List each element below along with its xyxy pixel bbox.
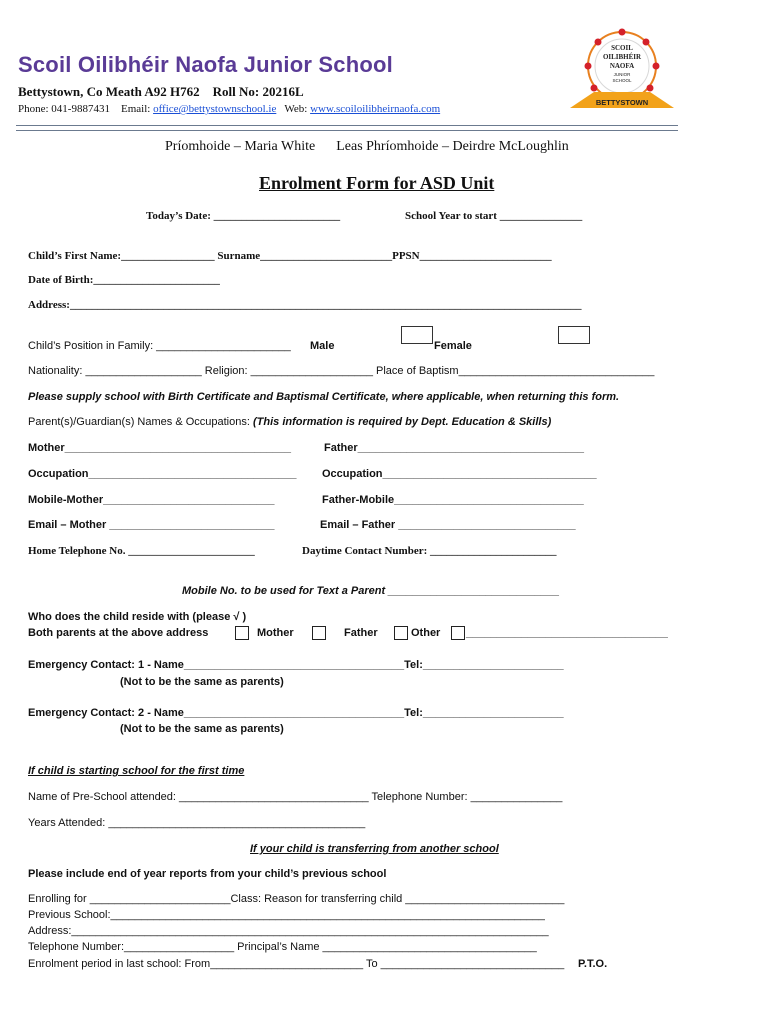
text-a-parent-field[interactable]: Mobile No. to be used for Text a Parent ____________________________ bbox=[182, 585, 560, 597]
email-link[interactable]: office@bettystownschool.ie bbox=[153, 103, 277, 115]
previous-school-field[interactable]: Previous School:_______________________________________________________________________ bbox=[28, 909, 545, 921]
mother-email-field[interactable]: Email – Mother ___________________________ bbox=[28, 519, 275, 531]
email-label: Email: bbox=[120, 103, 151, 115]
header-rule-top bbox=[16, 125, 678, 126]
dob-field[interactable]: Date of Birth:_______________________ bbox=[28, 274, 220, 286]
years-attended-field[interactable]: Years Attended: __________________________________________ bbox=[28, 817, 366, 829]
header-rule-bottom bbox=[16, 130, 678, 131]
web-label: Web: bbox=[284, 103, 308, 115]
svg-text:JUNIOR: JUNIOR bbox=[613, 72, 631, 77]
previous-telephone-field[interactable]: Telephone Number:__________________ Principal’s Name ___________________________________ bbox=[28, 941, 537, 953]
reports-note: Please include end of year reports from your child’s previous school bbox=[28, 868, 387, 880]
mother-name-field[interactable]: Mother_____________________________________ bbox=[28, 442, 292, 454]
female-label: Female bbox=[434, 340, 472, 352]
reside-both-parents-label: Both parents at the above address bbox=[28, 627, 209, 639]
father-mobile-field[interactable]: Father-Mobile_______________________________ bbox=[322, 494, 584, 506]
web-link[interactable]: www.scoiloilibheirnaofa.com bbox=[310, 103, 441, 115]
preschool-field[interactable]: Name of Pre-School attended: _______________________________ Telephone Number: _______________ bbox=[28, 791, 563, 803]
position-in-family-field[interactable]: Child’s Position in Family: ______________________ bbox=[28, 340, 291, 352]
svg-text:SCHOOL: SCHOOL bbox=[612, 78, 632, 83]
male-checkbox[interactable] bbox=[401, 326, 433, 344]
previous-address-field[interactable]: Address:______________________________________________________________________________ bbox=[28, 925, 549, 937]
child-name-field[interactable]: Child’s First Name:_________________ Surname________________________PPSN________________________ bbox=[28, 250, 552, 262]
svg-text:SCOIL: SCOIL bbox=[611, 44, 633, 52]
reside-other-label: Other bbox=[411, 627, 441, 639]
emergency-contact-1-field[interactable]: Emergency Contact: 1 - Name____________________________________Tel:_______________________ bbox=[28, 659, 564, 671]
svg-text:NAOFA: NAOFA bbox=[609, 62, 635, 70]
school-logo bbox=[566, 28, 678, 112]
father-name-field[interactable]: Father_____________________________________ bbox=[324, 442, 584, 454]
female-checkbox[interactable] bbox=[558, 326, 590, 344]
address-field[interactable]: Address:_____________________________________________________________________________________________ bbox=[28, 299, 582, 311]
reside-both-parents-checkbox[interactable] bbox=[235, 626, 249, 640]
first-time-heading: If child is starting school for the first time bbox=[28, 765, 245, 777]
svg-text:OILIBHÉIR: OILIBHÉIR bbox=[602, 53, 642, 61]
reside-father-checkbox[interactable] bbox=[394, 626, 408, 640]
emergency-contact-2-field[interactable]: Emergency Contact: 2 - Name____________________________________Tel:_______________________ bbox=[28, 707, 564, 719]
male-label: Male bbox=[310, 340, 335, 352]
school-address: Bettystown, Co Meath A92 H762 Roll No: 20216L bbox=[18, 84, 304, 99]
transfer-heading: If your child is transferring from another school bbox=[250, 843, 499, 855]
enrolment-period-field[interactable]: Enrolment period in last school: From_________________________ To ______________________________ bbox=[28, 958, 565, 970]
reside-father-label: Father bbox=[344, 627, 378, 639]
pto-label: P.T.O. bbox=[578, 958, 608, 970]
todays-date-field[interactable]: Today’s Date: _______________________ bbox=[146, 210, 341, 222]
mother-occupation-field[interactable]: Occupation__________________________________ bbox=[28, 468, 297, 480]
reside-mother-label: Mother bbox=[257, 627, 294, 639]
daytime-contact-field[interactable]: Daytime Contact Number: _______________________ bbox=[302, 545, 557, 557]
form-title: Enrolment Form for ASD Unit bbox=[259, 173, 495, 193]
enrolling-for-field[interactable]: Enrolling for _______________________Class: Reason for transferring child __________________________ bbox=[28, 893, 565, 905]
certificate-note: Please supply school with Birth Certificate and Baptismal Certificate, where applicable, when returning this form. bbox=[28, 391, 620, 403]
phone-label: Phone: 041-9887431 bbox=[18, 103, 110, 115]
school-name: Scoil Oilibhéir Naofa Junior School bbox=[18, 52, 393, 77]
parents-heading-note: (This information is required by Dept. Education & Skills) bbox=[252, 416, 552, 428]
emergency-contact-2-note: (Not to be the same as parents) bbox=[120, 723, 284, 735]
principals-line: Príomhoide – Maria White Leas Phríomhoide – Deirdre McLoughlin bbox=[165, 139, 569, 154]
svg-text:BETTYSTOWN: BETTYSTOWN bbox=[595, 98, 649, 107]
father-occupation-field[interactable]: Occupation___________________________________ bbox=[322, 468, 597, 480]
parents-heading-label: Parent(s)/Guardian(s) Names & Occupations: bbox=[28, 416, 250, 428]
parents-heading bbox=[28, 416, 551, 428]
reside-other-field[interactable]: _________________________________ bbox=[466, 627, 668, 639]
father-email-field[interactable]: Email – Father _____________________________ bbox=[320, 519, 576, 531]
home-telephone-field[interactable]: Home Telephone No. _______________________ bbox=[28, 545, 255, 557]
reside-mother-checkbox[interactable] bbox=[312, 626, 326, 640]
contact-line bbox=[18, 103, 440, 115]
emergency-contact-1-note: (Not to be the same as parents) bbox=[120, 676, 284, 688]
school-year-field[interactable]: School Year to start _______________ bbox=[405, 210, 583, 222]
nationality-religion-baptism-field[interactable]: Nationality: ___________________ Religion: ____________________ Place of Baptism________________________________ bbox=[28, 365, 655, 377]
reside-question: Who does the child reside with (please √ ) bbox=[28, 611, 247, 623]
mother-mobile-field[interactable]: Mobile-Mother____________________________ bbox=[28, 494, 275, 506]
reside-other-checkbox[interactable] bbox=[451, 626, 465, 640]
